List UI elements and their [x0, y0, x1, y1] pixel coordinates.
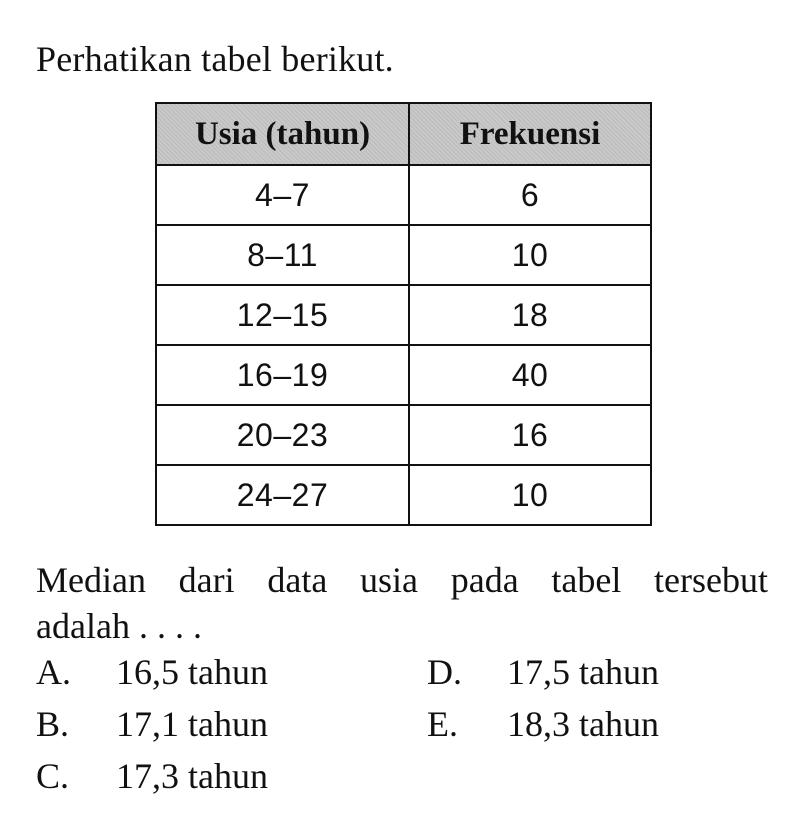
option-letter: E.: [427, 704, 458, 744]
header-frequency: Frekuensi: [409, 103, 651, 165]
table-row: [156, 225, 651, 285]
intro-text: Perhatikan tabel berikut.: [36, 39, 394, 79]
option-a[interactable]: [36, 652, 268, 692]
question-text-continued: adalah . . . .: [36, 606, 202, 646]
table-row: [156, 405, 651, 465]
table-header-row: [156, 103, 651, 165]
option-text: 17,5 tahun: [507, 652, 659, 692]
question-text: Median dari data usia pada tabel tersebut: [36, 560, 768, 600]
age-cell: 12–15: [156, 285, 409, 345]
age-cell: 8–11: [156, 225, 409, 285]
age-cell: 20–23: [156, 405, 409, 465]
age-cell: 4–7: [156, 165, 409, 225]
frequency-cell: 10: [409, 225, 651, 285]
option-text: 17,3 tahun: [116, 756, 268, 796]
option-d[interactable]: [427, 652, 659, 692]
frequency-table: [155, 102, 652, 526]
option-c[interactable]: [36, 756, 268, 796]
option-b[interactable]: [36, 704, 268, 744]
header-age: Usia (tahun): [156, 103, 409, 165]
age-cell: 16–19: [156, 345, 409, 405]
option-text: 16,5 tahun: [116, 652, 268, 692]
table-row: [156, 465, 651, 525]
frequency-cell: 6: [409, 165, 651, 225]
option-e[interactable]: [427, 704, 659, 744]
frequency-cell: 40: [409, 345, 651, 405]
frequency-cell: 10: [409, 465, 651, 525]
frequency-cell: 16: [409, 405, 651, 465]
option-letter: A.: [36, 652, 71, 692]
table-row: [156, 345, 651, 405]
option-text: 17,1 tahun: [116, 704, 268, 744]
table-row: [156, 165, 651, 225]
option-letter: B.: [36, 704, 70, 744]
option-letter: D.: [427, 652, 462, 692]
option-text: 18,3 tahun: [507, 704, 659, 744]
table-row: [156, 285, 651, 345]
frequency-cell: 18: [409, 285, 651, 345]
age-cell: 24–27: [156, 465, 409, 525]
option-letter: C.: [36, 756, 70, 796]
